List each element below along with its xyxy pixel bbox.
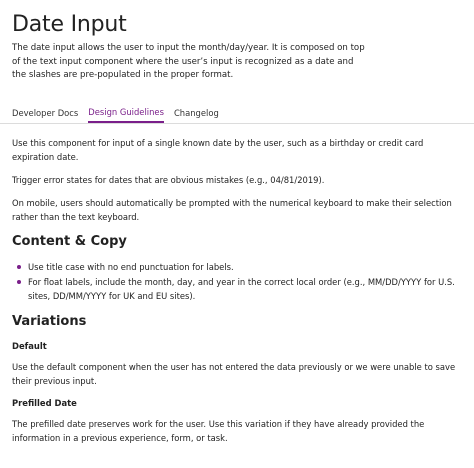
- default-heading: Default: [12, 341, 47, 351]
- tab-changelog[interactable]: Changelog: [173, 108, 219, 118]
- page-intro: The date input allows the user to input the month/day/year. It is composed on top of the text input component where the user’s input is recognized as a date and the slashes are pre-populated in the proper format.: [12, 43, 365, 80]
- list-item-text: Use title case with no end punctuation for labels.: [28, 262, 234, 272]
- design-guidelines-content: [12, 136, 464, 454]
- bullet-icon: [17, 265, 21, 269]
- variations-heading: Variations: [12, 314, 87, 329]
- error-state-paragraph: Trigger error states for dates that are obvious mistakes (e.g., 04/81/2019).: [12, 175, 325, 185]
- prefilled-date-paragraph: The prefilled date preserves work for the user. Use this variation if they have already provided the information in a previous experience, form, or task.: [12, 419, 425, 443]
- prefilled-date-heading: Prefilled Date: [12, 398, 77, 408]
- default-paragraph: Use the default component when the user has not entered the data previously or we were unable to save their previous input.: [12, 362, 456, 386]
- tab-developer-docs[interactable]: Developer Docs: [12, 108, 79, 118]
- usage-paragraph: Use this component for input of a single known date by the user, such as a birthday or credit card expiration date.: [12, 138, 424, 162]
- tab-bar: [12, 103, 474, 123]
- mobile-paragraph: On mobile, users should automatically be prompted with the numerical keyboard to make their selection rather than the text keyboard.: [12, 198, 452, 222]
- bullet-icon: [17, 280, 21, 284]
- page-header: [12, 10, 468, 83]
- list-item: [28, 260, 464, 274]
- content-copy-heading: Content & Copy: [12, 234, 127, 249]
- content-copy-list: [12, 260, 464, 303]
- list-item: [28, 275, 464, 303]
- tab-divider: [0, 123, 474, 124]
- list-item-text: For float labels, include the month, day, and year in the correct local order (e.g., MM/DD/YYYY for U.S. sites, DD/MM/YYYY for UK and EU sites).: [28, 277, 455, 301]
- page-title: Date Input: [12, 12, 127, 37]
- tab-design-guidelines[interactable]: Design Guidelines: [88, 107, 164, 123]
